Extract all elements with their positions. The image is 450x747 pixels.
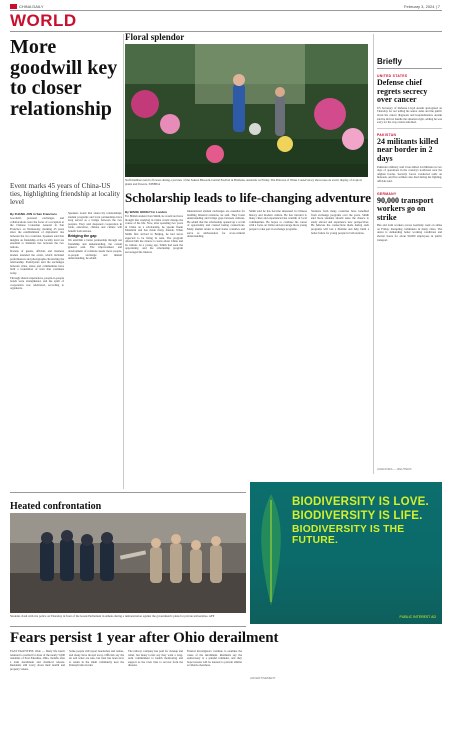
fears-column-2	[69, 650, 124, 669]
scholarship-column-1	[125, 210, 183, 256]
logo-icon	[10, 4, 17, 9]
briefly-separator	[377, 128, 442, 129]
lead-paragraph: Dozens of guests, officials and business leaders attended the event, which included performances and photographs chronicling the relationship. Participants said the exchanges between cities, states and communities have built a foundation of trust that continues today.	[10, 249, 64, 275]
section-title: WORLD	[10, 11, 77, 30]
briefly-country: GERMANY	[377, 191, 397, 196]
ad-subtext: PUBLIC INTEREST AD	[399, 615, 436, 619]
column-divider	[373, 34, 374, 474]
scholarship-byline: By WANG HONGYI in London	[125, 210, 167, 214]
column-divider	[123, 34, 124, 489]
briefly-item	[377, 74, 442, 129]
fears-paragraph: The railway company has paid for cleanup and relief, but many locals say they want a long-term commitment to health monitoring and support as the town tries to recover from the disaster.	[128, 649, 183, 668]
briefly-headline: 24 militants killed near border in 2 days	[377, 136, 439, 163]
ad-line-1: BIODIVERSITY IS LOVE.	[292, 496, 429, 508]
briefly-item	[377, 133, 442, 188]
scholarship-column-2	[187, 210, 245, 240]
fears-headline: Fears persist 1 year after Ohio derailment	[10, 630, 279, 646]
section-rule	[10, 492, 246, 493]
masthead-paper-name: CHINA DAILY	[19, 4, 44, 9]
lead-paragraph: Through shared experiences, people-to-people bonds were strengthened, and the spirit of cooperation was celebrated, according to organizers.	[10, 275, 64, 291]
briefly-body: Bus and tram workers across Germany went on strike on Friday, disrupting commuters in many cities. The union is demanding better working conditions and shorter hours for about 90,000 employees in public transport.	[377, 223, 442, 242]
section-rule	[10, 626, 246, 627]
scholarship-paragraph: Students from many countries have benefited from exchange programs over the years. Smith said more students should seize the chance to study abroad and experience new perspectives. He believes the connections made during such programs will last a lifetime and help build a better future for young people in both nations.	[311, 209, 369, 235]
ad-label: ADVERTISEMENT	[250, 676, 276, 680]
briefly-separator	[377, 187, 442, 188]
lead-column-1	[10, 212, 64, 292]
lead-deck: Event marks 45 years of China-US ties, highlighting friendship at locality level	[10, 182, 120, 207]
briefly-credit: AGENCIES — REUTERS	[377, 467, 412, 471]
briefly-list	[377, 70, 442, 242]
floral-caption: Staff members tend to flowers during a preview of the Sakura Blossom Central Festival in Brisbane, Australia on Friday. The Princess of Wales Conservatory showcases an exotic display of tropical plants and flowers. XINHUA	[125, 178, 362, 186]
lead-byline: By ZHANG JUN in San Francisco	[10, 212, 58, 216]
scholarship-paragraph: For British student Ivan Smith, he would not have thought that studying in China would change the course of his life. Now, after spending two years in China on a scholarship, he speaks fluent Mandarin and has made many friends. When Smith first arrived in Beijing, he had never expected to be living in Asia. The program offered him the chance to learn about China and its culture. At a young age, Smith had seen the opportunity, and the scholarship program encouraged his interest.	[125, 214, 183, 254]
fears-paragraph: Some people still report headaches and rashes, and many have moved away. Officials say the air and water are safe, but trust has been slow to return in the small community near the Pennsylvania border.	[69, 649, 124, 668]
fears-column-4	[187, 650, 242, 669]
fears-paragraph: EAST PALESTINE, Ohio — Daily life hasn't returned to normal for most of the nearly 5,000 residents of East Palestine, Ohio, months after a train derailment and chemical release. Residents still worry about their health and property values.	[10, 649, 65, 671]
fears-column-1	[10, 650, 65, 673]
section-rule	[10, 31, 442, 32]
briefly-country: UNITED STATES	[377, 74, 408, 78]
floral-headline: Floral splendor	[125, 32, 185, 42]
scholarship-paragraph: International student exchanges are essential for building bilateral relations, he said. They foster understanding and bridge gaps between cultures. He added that the scholarship opened up a world of opportunity and created lasting connections. Many alumni return to their home countries and serve as ambassadors for cross-cultural understanding.	[187, 209, 245, 239]
scholarship-column-4	[311, 210, 369, 236]
fears-paragraph: Federal investigators continue to examine the cause of the derailment. Residents say the anniversary is a painful reminder, and they hope lessons will be learned to prevent similar accidents elsewhere.	[187, 649, 242, 668]
masthead-date: February 3, 2024 | 7	[404, 4, 440, 9]
masthead-left	[10, 4, 44, 9]
briefly-headline: 90,000 transport workers go on strike	[377, 195, 434, 222]
briefly-title: Briefly	[377, 57, 402, 66]
ad-line-2: BIODIVERSITY IS LIFE.	[292, 510, 423, 522]
scholarship-column-3	[249, 210, 307, 233]
lead-subhead: Bridging the gap	[68, 233, 97, 238]
lead-paragraph: Goodwill, personal exchanges and collaborations were the focus of a reception at the Chinese Consulate General in San Francisco on Wednesday, marking 45 years since the establishment of diplomatic ties between the two countries. Speakers said that insights on friendship at the locality level are essential to maintain ties between the two nations.	[10, 216, 64, 249]
heated-headline: Heated confrontation	[10, 501, 102, 512]
briefly-item	[377, 192, 442, 243]
floral-photo	[125, 44, 368, 177]
scholarship-paragraph: Smith said he has become interested in Chinese history and modern culture. He has traveled to many cities and experienced the warmth of local communities. He hopes to continue his career with a focus on China and encourage more young people to take part in exchange programs.	[249, 209, 307, 231]
lead-paragraph: Speakers noted that sister-city relationships, student programs and local partnerships have long served as a bridge between the two peoples. They said deepened cooperation in trade, education, climate and culture will benefit both nations.	[68, 211, 122, 233]
scholarship-headline: Scholarship leads to life-changing adventure	[125, 190, 372, 205]
ad-line-3: BIODIVERSITY IS THE FUTURE.	[292, 524, 405, 546]
leaf-icon	[254, 490, 288, 610]
lead-paragraph: We establish a better partnership through our friendship and understanding, the consul general said. The improvement and development of relations needs more people-to-people exchange and mutual understanding, he added.	[68, 238, 122, 261]
biodiversity-ad	[250, 482, 442, 624]
briefly-body: US Secretary of Defense Lloyd Austin apologized on Thursday for not telling his senior aides and the public about his cancer diagnosis and hospitalization. Austin said he did not handle the situation right, adding he was sorry for the way events unfolded.	[377, 105, 442, 125]
lead-column-2	[68, 212, 122, 262]
heated-caption: Students clash with riot police on Thursday in front of the Greek Parliament in Athens during a demonstration against the government's plans for private universities. AFP	[10, 614, 215, 618]
briefly-headline: Defense chief regrets secrecy over cancer	[377, 78, 428, 105]
lead-headline: More goodwill key to closer relationship	[10, 36, 118, 120]
briefly-country: PAKISTAN	[377, 132, 397, 137]
fears-column-3	[128, 650, 183, 669]
briefly-rule	[377, 68, 442, 69]
heated-photo	[10, 513, 246, 613]
briefly-body: Pakistan's military said it has killed 24 militants in two days of operations in the country's northwest near the Afghan border. Security forces conducted raids on hideouts, and five soldiers also died during the fighting, officials said.	[377, 164, 442, 183]
